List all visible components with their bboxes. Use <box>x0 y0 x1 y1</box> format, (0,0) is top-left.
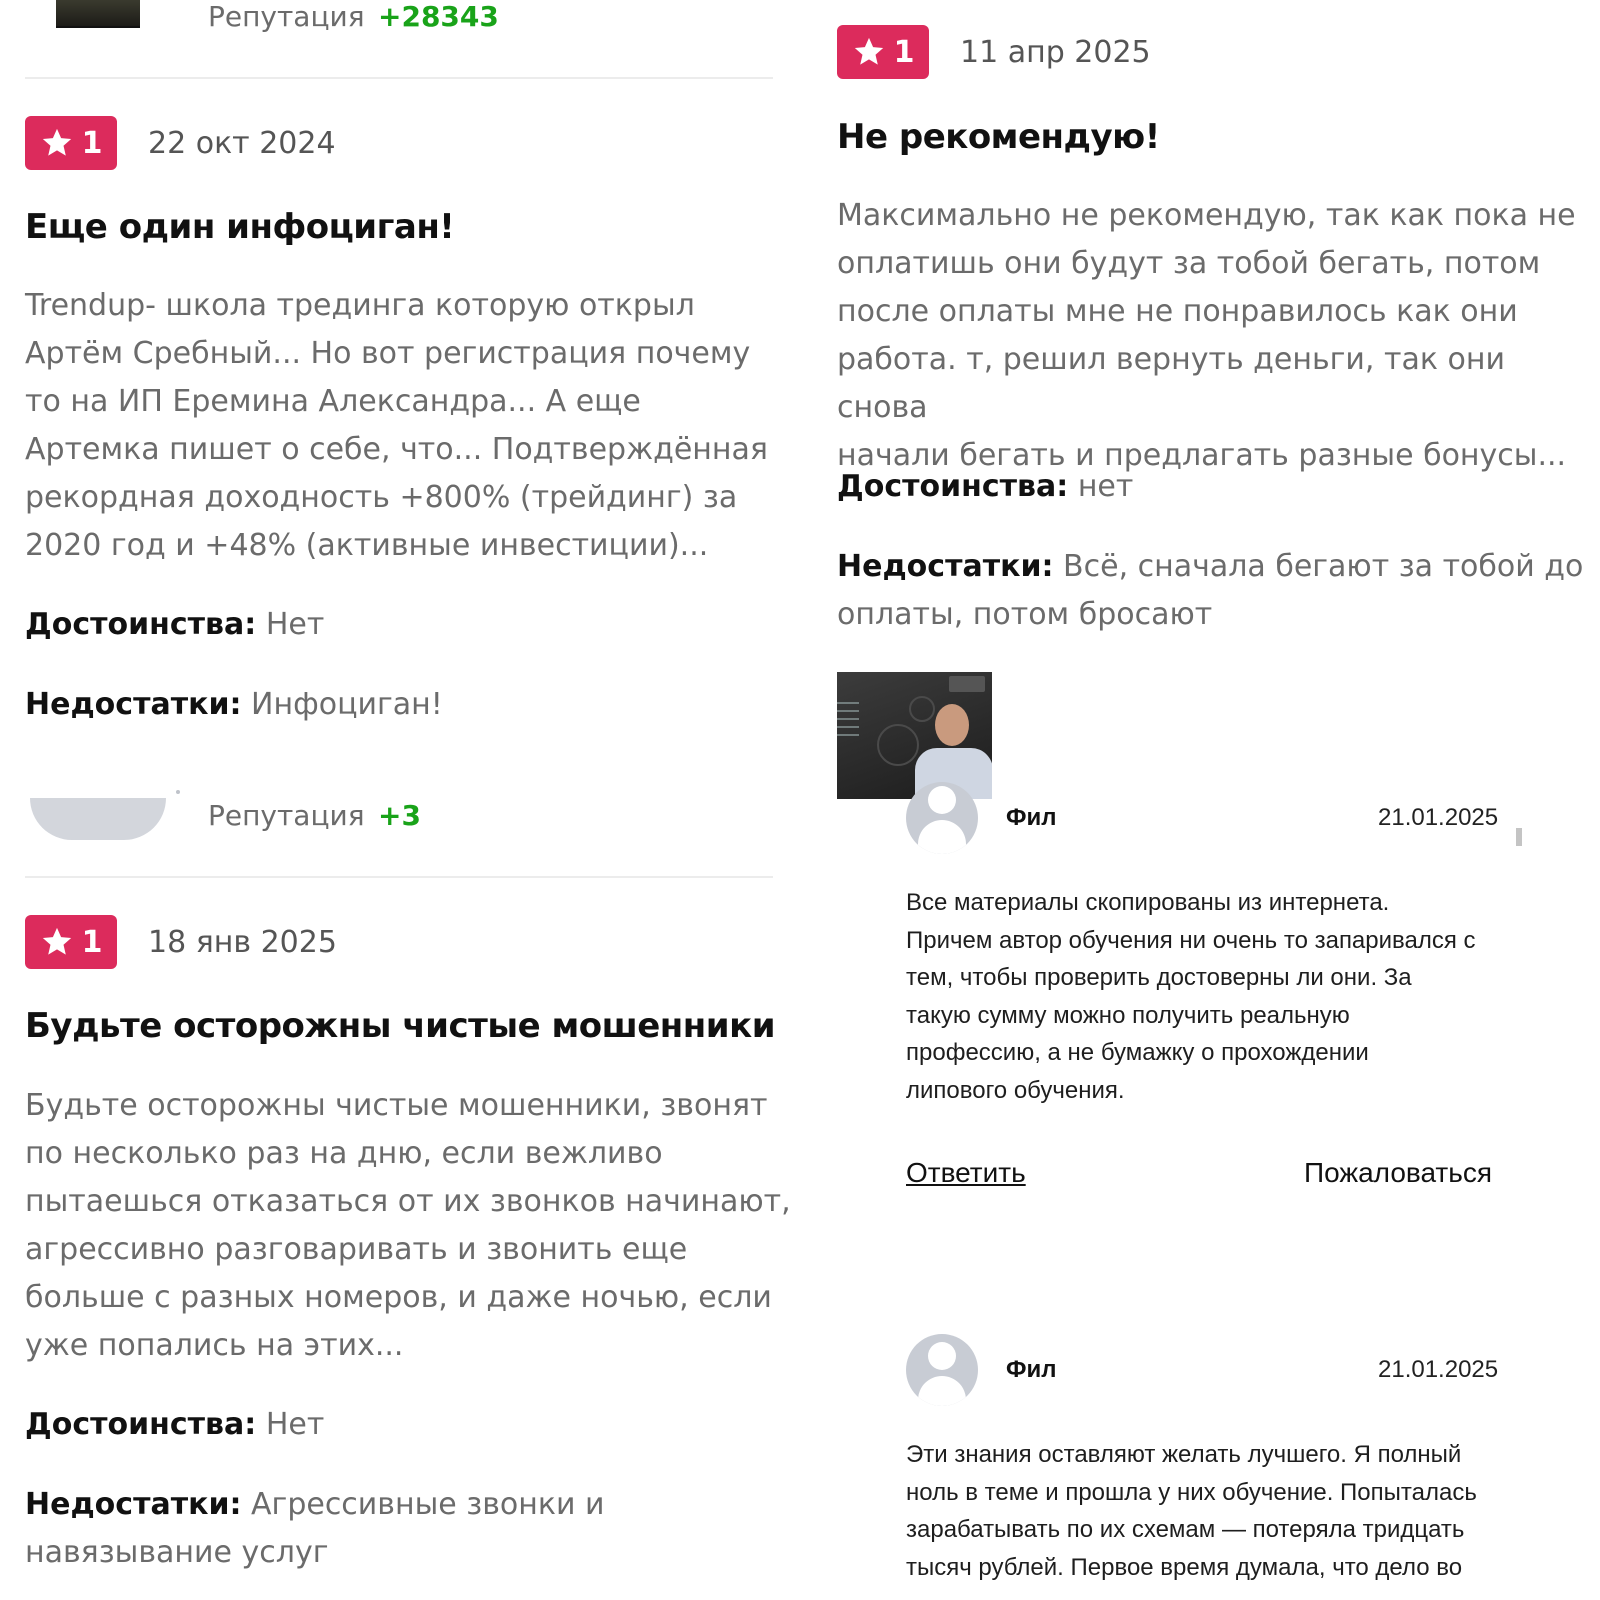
review-text-line: то на ИП Еремина Александра... А еще <box>25 384 641 419</box>
review-title[interactable]: Не рекомендую! <box>837 117 1160 157</box>
photo-caption <box>837 702 859 742</box>
user-avatar-icon <box>906 782 978 854</box>
review-text-line: больше с разных номеров, и даже ночью, если <box>25 1280 772 1315</box>
photo-coin <box>877 724 919 766</box>
comment-text-line: такую сумму можно получить реальную <box>906 1001 1350 1029</box>
star-icon <box>40 126 74 160</box>
review-text-line: работа. т, решил вернуть деньги, так они снова <box>837 342 1505 425</box>
comment-text-line: ноль в теме и прошла у них обучение. Попыталась <box>906 1478 1477 1506</box>
divider <box>25 876 773 878</box>
review-title[interactable]: Еще один инфоциган! <box>25 207 455 247</box>
review-pros <box>837 463 1133 511</box>
pros-value: Нет <box>265 1407 325 1442</box>
reputation-label: Репутация <box>208 0 365 33</box>
avatar-head <box>928 786 956 814</box>
cons-value-line2: оплаты, потом бросают <box>837 597 1213 632</box>
pros-value: Нет <box>265 607 325 642</box>
review-text-line: Будьте осторожны чистые мошенники, звонят <box>25 1088 768 1123</box>
comment-date: 21.01.2025 <box>1378 804 1499 831</box>
rating-value: 1 <box>893 34 915 70</box>
comment-text-line: Эти знания оставляют желать лучшего. Я полный <box>906 1441 1462 1468</box>
review-pros <box>25 601 324 649</box>
review-photo[interactable] <box>837 672 992 799</box>
review-text-line: рекордная доходность +800% (трейдинг) за <box>25 480 738 515</box>
rating-badge <box>25 116 117 170</box>
cons-value: Инфоциган! <box>251 687 443 722</box>
review-cons <box>25 1481 605 1577</box>
comment-text-line: тем, чтобы проверить достоверны ли они. За <box>906 964 1412 991</box>
comment-text-line: Все материалы скопированы из интернета. <box>906 889 1390 916</box>
review-date: 18 янв 2025 <box>148 925 337 960</box>
star-icon <box>40 925 74 959</box>
review-text-line: уже попались на этих... <box>25 1328 404 1363</box>
review-title[interactable]: Будьте осторожны чистые мошенники <box>25 1006 776 1046</box>
star-icon <box>852 35 886 69</box>
review-text-line: Артемка пишет о себе, что... Подтверждённая <box>25 432 768 467</box>
review-text-line: после оплаты мне не понравилось как они <box>837 294 1518 329</box>
comment-text-line: зарабатывать по их схемам — потеряла тридцать <box>906 1516 1465 1543</box>
avatar-body <box>918 1376 966 1406</box>
review-text-line: агрессивно разговаривать и звонить еще <box>25 1232 688 1267</box>
review-cons <box>837 543 1597 639</box>
cons-value: Агрессивные звонки и <box>251 1487 605 1522</box>
review-text-line: Trendup- школа тредингa которую открыл <box>25 288 695 323</box>
scrollbar-thumb[interactable] <box>1516 828 1522 846</box>
avatar-top <box>56 0 140 28</box>
cons-label: Недостатки: <box>25 687 242 722</box>
cons-value: Всё, сначала бегают за тобой до <box>1063 549 1584 584</box>
pros-value: нет <box>1077 469 1134 504</box>
comment-text <box>906 884 1546 1109</box>
reputation-value: +3 <box>378 799 421 832</box>
review-text <box>25 1082 795 1370</box>
avatar-mark <box>176 790 180 794</box>
review-date: 11 апр 2025 <box>960 35 1151 70</box>
report-link[interactable]: Пожаловаться <box>1304 1157 1493 1188</box>
comment-text-line: Причем автор обучения ни очень то запаривался с <box>906 926 1476 954</box>
comment-text <box>906 1436 1566 1586</box>
comment-date: 21.01.2025 <box>1378 1356 1499 1383</box>
cons-label: Недостатки: <box>837 549 1054 584</box>
comment-author[interactable]: Фил <box>1006 1356 1057 1383</box>
rating-value: 1 <box>81 125 103 161</box>
divider <box>25 77 773 79</box>
review-text-line: оплатишь они будут за тобой бегать, потом <box>837 246 1541 281</box>
review-text-line: Максимально не рекомендую, так как пока не <box>837 198 1576 233</box>
photo-person-head <box>935 704 969 746</box>
review-text-line: 2020 год и +48% (активные инвестиции)... <box>25 528 709 563</box>
comment-text-line: профессию, а не бумажку о прохождении <box>906 1039 1369 1066</box>
comment-text-line: липового обучения. <box>906 1076 1125 1104</box>
avatar-head <box>928 1342 956 1370</box>
comment-author[interactable]: Фил <box>1006 804 1057 831</box>
photo-coin <box>909 696 935 722</box>
pros-label: Достоинства: <box>25 1407 257 1442</box>
cons-label: Недостатки: <box>25 1487 242 1522</box>
photo-tag <box>949 676 985 692</box>
rating-badge <box>25 915 117 969</box>
cons-value-line2: навязывание услуг <box>25 1535 329 1570</box>
review-date: 22 окт 2024 <box>148 126 336 161</box>
avatar <box>30 798 166 840</box>
comment-text-line: тысяч рублей. Первое время думала, что дело во <box>906 1553 1463 1581</box>
review-text-line: начали бегать и предлагать разные бонусы... <box>837 438 1567 473</box>
rating-badge <box>837 25 929 79</box>
reply-link[interactable]: Ответить <box>906 1157 1026 1188</box>
review-pros <box>25 1401 324 1449</box>
review-text-line: Артём Сребный... Но вот регистрация почему <box>25 336 751 371</box>
review-text <box>837 192 1597 480</box>
review-text <box>25 282 785 570</box>
rating-value: 1 <box>81 924 103 960</box>
reputation-label: Репутация <box>208 799 365 832</box>
review-text-line: пытаешься отказаться от их звонков начинают, <box>25 1184 791 1219</box>
user-avatar-icon <box>906 1334 978 1406</box>
pros-label: Достоинства: <box>25 607 257 642</box>
reputation-value: +28343 <box>378 0 499 33</box>
review-cons <box>25 681 443 729</box>
review-text-line: по несколько раз на дню, если вежливо <box>25 1136 663 1171</box>
pros-label: Достоинства: <box>837 469 1069 504</box>
avatar-body <box>918 820 966 854</box>
